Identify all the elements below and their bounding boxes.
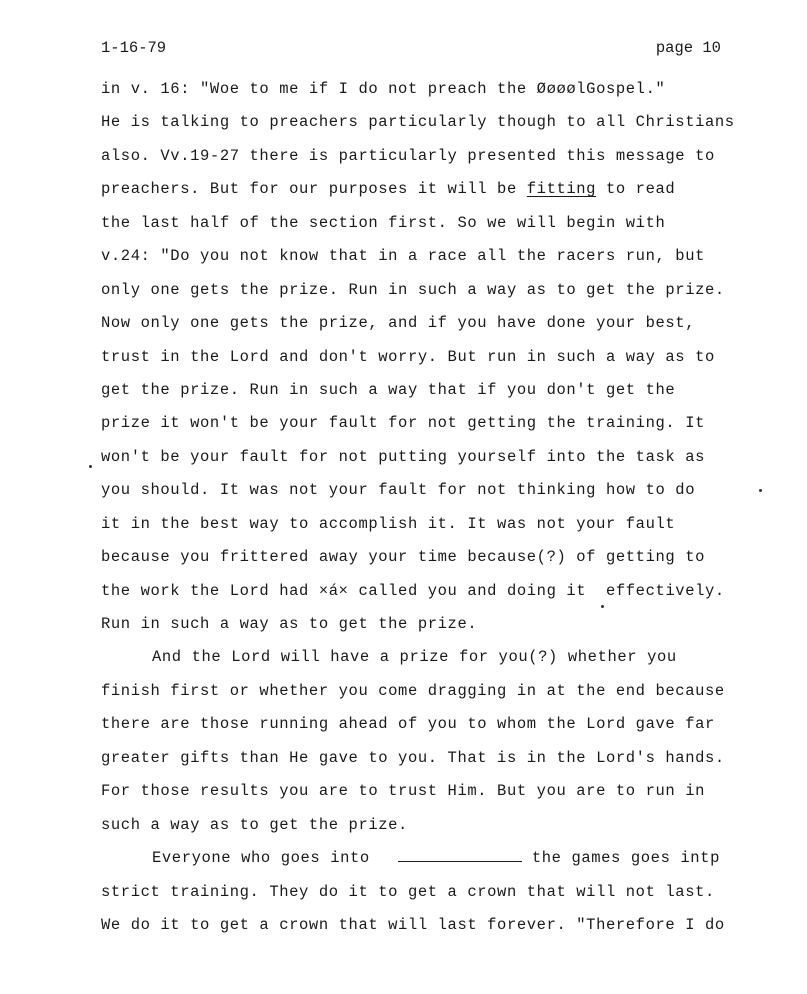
text-line: We do it to get a crown that will last forever. "Therefore I do <box>101 915 725 934</box>
text-line: also. Vv.19-27 there is particularly presented this message to <box>101 146 715 165</box>
text-line: finish first or whether you come dragging in at the end because <box>101 681 725 700</box>
text-segment: preachers. But for our purposes it will be <box>101 180 527 199</box>
text-line <box>101 177 781 210</box>
text-segment: to read <box>596 180 676 199</box>
text-line: the work the Lord had ×á× called you and doing it effectively. <box>101 581 725 600</box>
text-line: Run in such a way as to get the prize. <box>101 615 478 633</box>
text-line: you should. It was not your fault for not thinking how to do <box>101 481 696 500</box>
text-line: prize it won't be your fault for not getting the training. It <box>101 414 705 433</box>
text-line: For those results you are to trust Him. But you are to run in <box>101 782 705 801</box>
text-line: only one gets the prize. Run in such a way as to get the prize. <box>101 280 725 299</box>
text-line: won't be your fault for not putting yourself into the task as <box>101 447 705 466</box>
underlined-word: fitting <box>526 180 597 199</box>
text-line: greater gifts than He gave to you. That is in the Lord's hands. <box>101 748 725 767</box>
ink-speck <box>89 465 92 468</box>
text-segment: the games goes intp <box>531 849 720 868</box>
text-line: get the prize. Run in such a way that if you don't get the <box>101 380 676 399</box>
text-line: it in the best way to accomplish it. It was not your fault <box>101 514 676 533</box>
text-line: And the Lord will have a prize for you(?) whether you <box>152 648 677 667</box>
fill-in-blank <box>398 847 522 862</box>
ink-speck <box>759 489 762 492</box>
text-line: strict training. They do it to get a crown that will not last. <box>101 882 715 901</box>
ink-speck <box>601 605 604 608</box>
text-line: because you frittered away your time because(?) of getting to <box>101 548 705 567</box>
page-body <box>101 77 781 946</box>
text-line: Now only one gets the prize, and if you have done your best, <box>101 314 696 333</box>
page-number: page 10 <box>655 39 721 57</box>
text-line: the last half of the section first. So we will begin with <box>101 213 666 232</box>
text-line: He is talking to preachers particularly though to all Christians <box>101 113 735 132</box>
page-header <box>101 36 721 60</box>
page-date: 1-16-79 <box>101 39 167 57</box>
text-line: such a way as to get the prize. <box>101 815 408 834</box>
text-line: v.24: "Do you not know that in a race all the racers run, but <box>101 247 705 266</box>
text-line: there are those running ahead of you to whom the Lord gave far <box>101 715 715 734</box>
text-segment: Everyone who goes into <box>152 849 370 868</box>
text-line: trust in the Lord and don't worry. But run in such a way as to <box>101 347 715 366</box>
text-line: in v. 16: "Woe to me if I do not preach the ØøøølGospel." <box>101 80 666 98</box>
text-line <box>101 846 781 879</box>
